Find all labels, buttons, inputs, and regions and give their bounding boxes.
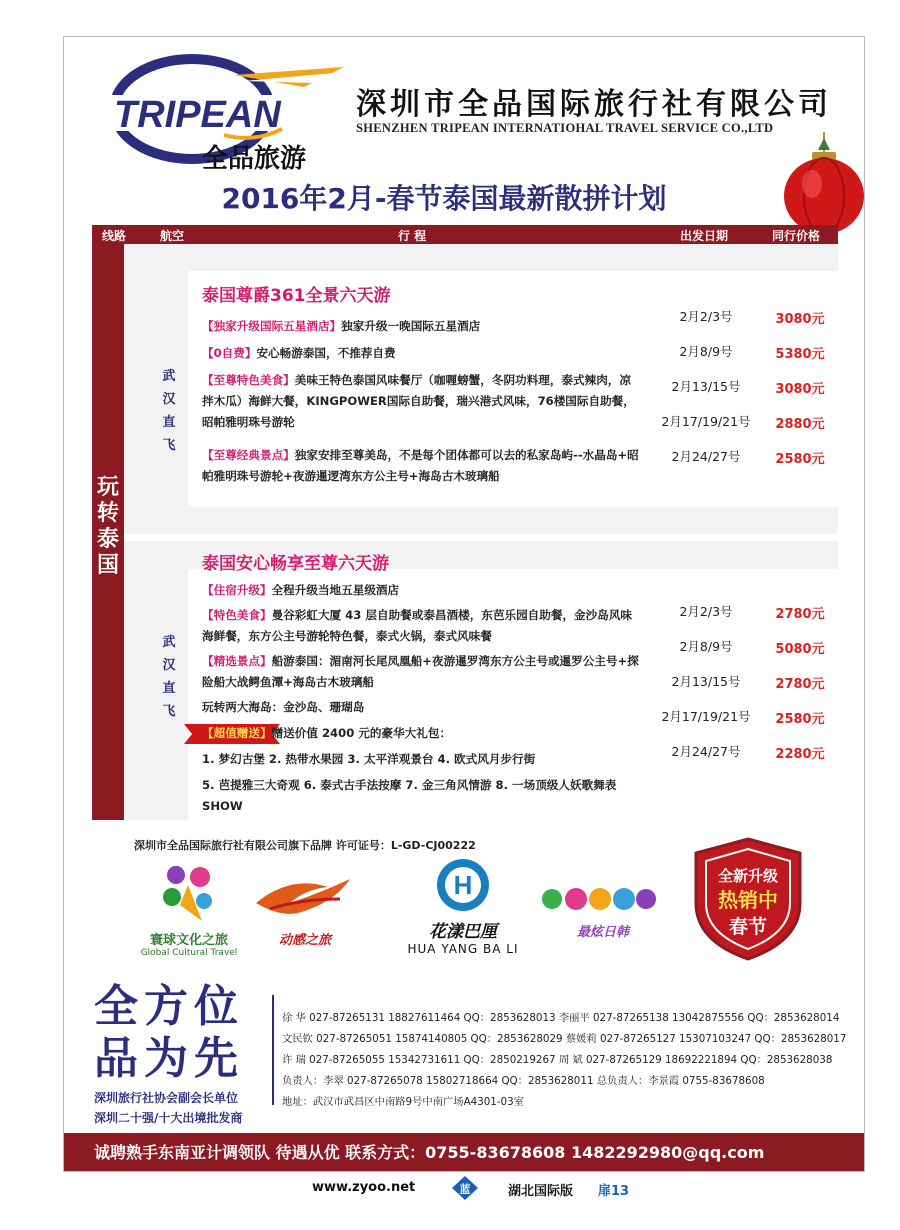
section-2-title: 泰国安心畅享至尊六天游 — [202, 554, 389, 574]
section-1-price-4: 2880元 — [775, 417, 825, 432]
section-2-airline: 武 汉 直 飞 — [162, 635, 176, 719]
section-1-item-3: 【至尊特色美食】美味王特色泰国风味餐厅（咖喱螃蟹，冬阴功料理，泰式辣肉，凉拌木瓜）海鲜大餐，KINGPOWER国际自助餐，瑞兴港式风味，76楼国际自助餐，昭帕雅明珠号游轮 — [202, 373, 635, 429]
section-2-item-2: 【特色美食】曼谷彩虹大厦 43 层自助餐或泰昌酒楼，东芭乐园自助餐，金沙岛风味海鲜餐，东方公主号游轮特色餐，泰式火锅，泰式风味餐 — [202, 608, 633, 643]
section-2-date-2: 2月8/9号 — [679, 639, 733, 654]
tripean-logo — [104, 47, 354, 177]
flyer-page — [63, 36, 865, 1172]
col-date: 出发日期 — [680, 229, 729, 243]
association-line-2: 深圳二十强/十大出境批发商 — [94, 1111, 243, 1125]
section-2-date-1: 2月2/3号 — [679, 604, 733, 619]
slogan: 全方位 品为先 — [94, 981, 244, 1084]
brand-license-line: 深圳市全品国际旅行社有限公司旗下品牌 许可证号：L-GD-CJ00222 — [134, 839, 476, 852]
hot-japan-korea-logo-icon — [538, 883, 668, 917]
section-1-price-3: 3080元 — [775, 382, 825, 397]
brand-hot-japan-korea: 最炫日韩 — [538, 883, 668, 940]
contact-line-3: 许 瑞 027-87265055 15342731611 QQ：2850219267 周 斌 027-87265129 18692221894 QQ：2853628038 — [282, 1054, 833, 1066]
section-1-date-3: 2月13/15号 — [671, 379, 741, 394]
svg-text:春节: 春节 — [728, 916, 768, 938]
recruit-banner: 诚聘熟手东南亚计调领队 待遇从优 联系方式：0755-83678608 1482292980@qq.com — [64, 1133, 865, 1172]
company-name-cn: 深圳市全品国际旅行社有限公司 — [356, 87, 832, 122]
section-2-date-4: 2月17/19/21号 — [661, 709, 751, 724]
svg-text:H: H — [453, 870, 473, 900]
section-2-date-3: 2月13/15号 — [671, 674, 741, 689]
section-2-item-4: 玩转两大海岛：金沙岛、珊瑚岛 — [202, 700, 365, 714]
contact-address: 地址：武汉市武昌区中南路9号中南广场A4301-03室 — [282, 1096, 524, 1108]
global-cultural-logo-icon — [154, 861, 224, 925]
contact-line-2: 文民钦 027-87265051 15874140805 QQ：2853628029 蔡媛莉 027-87265127 15307103247 QQ：2853628017 — [282, 1033, 847, 1045]
section-2-price-5: 2280元 — [775, 747, 825, 762]
section-2-price-3: 2780元 — [775, 677, 825, 692]
section-1-price-5: 2580元 — [775, 452, 825, 467]
blue-badge-icon — [452, 1176, 478, 1200]
section-1-item-2: 【0自费】安心畅游泰国，不推荐自费 — [202, 346, 396, 360]
association-line-1: 深圳旅行社协会副会长单位 — [94, 1091, 239, 1105]
dynamic-tour-logo-icon — [250, 869, 360, 925]
section-1-price-1: 3080元 — [775, 312, 825, 327]
section-1-item-1: 【独家升级国际五星酒店】独家升级一晚国际五星酒店 — [202, 319, 481, 333]
contact-divider — [272, 995, 274, 1105]
section-1-date-1: 2月2/3号 — [679, 309, 733, 324]
contact-line-4: 负责人：李翠 027-87265078 15802718664 QQ：2853628011 总负责人：李景霞 0755-83678608 — [282, 1075, 765, 1087]
svg-text:全新升级: 全新升级 — [717, 867, 779, 885]
svg-text:TRIPEAN: TRIPEAN — [114, 94, 281, 136]
edition-label: 湖北国际版 — [508, 1184, 574, 1199]
col-price: 同行价格 — [772, 229, 821, 243]
section-2-item-6: 1. 梦幻古堡 2. 热带水果园 3. 太平洋观景台 4. 欧式风月步行街 — [202, 752, 536, 766]
section-1-item-4: 【至尊经典景点】独家安排至尊美岛，不是每个团体都可以去的私家岛屿--水晶岛+昭帕雅明珠号游轮+夜游暹逻湾东方公主号+海岛古木玻璃船 — [202, 448, 639, 483]
route-label: 玩转泰国 — [96, 475, 119, 578]
contact-line-1: 徐 华 027-87265131 18827611464 QQ：2853628013 李丽平 027-87265138 13042875556 QQ：2853628014 — [282, 1012, 840, 1024]
section-1-date-5: 2月24/27号 — [671, 449, 741, 464]
brand-huayang-bali: H 花漾巴厘 HUA YANG BA LI — [398, 857, 528, 956]
page-number: 扉13 — [598, 1184, 630, 1199]
svg-text:热销中: 热销中 — [718, 888, 778, 912]
section-2-price-4: 2580元 — [775, 712, 825, 727]
brand-dynamic-tour: 动感之旅 — [250, 869, 360, 948]
svg-text:全品旅游: 全品旅游 — [202, 144, 307, 174]
hot-sale-badge — [692, 837, 804, 961]
section-2-price-2: 5080元 — [775, 642, 825, 657]
company-name-en: SHENZHEN TRIPEAN INTERNATIOHAL TRAVEL SERVICE CO.,LTD — [356, 121, 774, 135]
section-2-date-5: 2月24/27号 — [671, 744, 741, 759]
section-1-title: 泰国尊爵361全景六天游 — [202, 286, 391, 306]
col-itinerary: 行 程 — [398, 229, 427, 243]
section-2-item-7: 5. 芭提雅三大奇观 6. 泰式古手法按摩 7. 金三角风情游 8. 一场顶级人妖歌舞表 SHOW — [202, 778, 617, 813]
col-airline: 航空 — [160, 229, 185, 243]
section-2-item-5: 【超值赠送】赠送价值 2400 元的豪华大礼包： — [202, 726, 452, 740]
huayang-logo-icon — [433, 857, 493, 913]
section-1-date-4: 2月17/19/21号 — [661, 414, 751, 429]
section-1-date-2: 2月8/9号 — [679, 344, 733, 359]
col-route: 线路 — [102, 229, 127, 243]
table-header — [92, 225, 838, 244]
brand-global-cultural: 寰球文化之旅 Global Cultural Travel — [134, 861, 244, 958]
section-1-airline: 武 汉 直 飞 — [162, 369, 176, 453]
page-title: 2016年2月-春节泰国最新散拼计划 — [221, 182, 667, 215]
section-2-item-1: 【住宿升级】全程升级当地五星级酒店 — [202, 583, 400, 597]
svg-text:蓝: 蓝 — [459, 1183, 471, 1196]
section-1-price-2: 5380元 — [775, 347, 825, 362]
website-url[interactable]: www.zyoo.net — [312, 1180, 416, 1195]
section-2-item-3: 【精选景点】船游泰国：湄南河长尾凤凰船+夜游暹罗湾东方公主号或暹罗公主号+探险船大战鳄鱼潭+海岛古木玻璃船 — [202, 654, 639, 689]
section-2-price-1: 2780元 — [775, 607, 825, 622]
